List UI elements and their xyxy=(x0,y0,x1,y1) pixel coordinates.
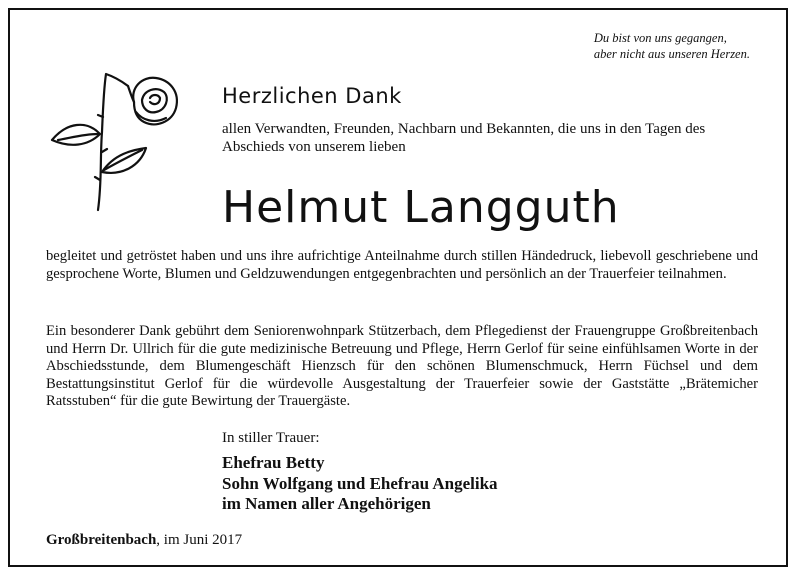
mourner-line: im Namen aller Angehörigen xyxy=(222,494,431,513)
mourner-line: Ehefrau Betty xyxy=(222,453,325,472)
rose-icon xyxy=(42,62,182,217)
gratitude-paragraph-2: Ein besonderer Dank gebührt dem Seniorenwohnpark Stützerbach, dem Pflegedienst der Frauengruppe Großbreitenbach und Herrn Dr. Ullrich für die gute medizinische Betreuung und Pflege, Herrn Gerlof für seine einfühlsamen Worte in der Abschiedsstunde, dem Blumengeschäft Hienzsch für den schönen Blumenschmuck, Herrn Füchsel und dem Bestattungsinstitut Gerlof für die würdevolle Ausgestaltung der Trauerfeier sowie der Gaststätte „Brätemicher Ratsstuben“ für die gute Bewirtung der Trauergäste. xyxy=(46,323,758,409)
mourning-label: In stiller Trauer: xyxy=(222,430,320,446)
obituary-notice xyxy=(8,8,788,567)
mourner-line: Sohn Wolfgang und Ehefrau Angelika xyxy=(222,473,498,493)
deceased-name: Helmut Langguth xyxy=(222,182,620,233)
place-name: Großbreitenbach xyxy=(46,532,157,548)
motto-quote xyxy=(594,30,750,62)
motto-line-2: aber nicht aus unseren Herzen. xyxy=(593,47,750,61)
motto-line-1: Du bist von uns gegangen, xyxy=(593,31,727,45)
date-text: , im Juni 2017 xyxy=(156,532,243,548)
thanks-intro: allen Verwandten, Freunden, Nachbarn und Bekannten, die uns in den Tagen des Abschieds von unserem lieben xyxy=(222,121,706,155)
place-date-line xyxy=(46,532,242,549)
gratitude-paragraph-1: begleitet und getröstet haben und uns ihre aufrichtige Anteilnahme durch stillen Händedruck, liebevoll geschriebene und gesprochene Worte, Blumen und Geldzuwendungen entgegenbrachten und persönlich an der Trauerfeier teilnahmen. xyxy=(46,248,758,282)
thanks-title: Herzlichen Dank xyxy=(222,84,402,108)
mourners-list xyxy=(222,453,498,515)
